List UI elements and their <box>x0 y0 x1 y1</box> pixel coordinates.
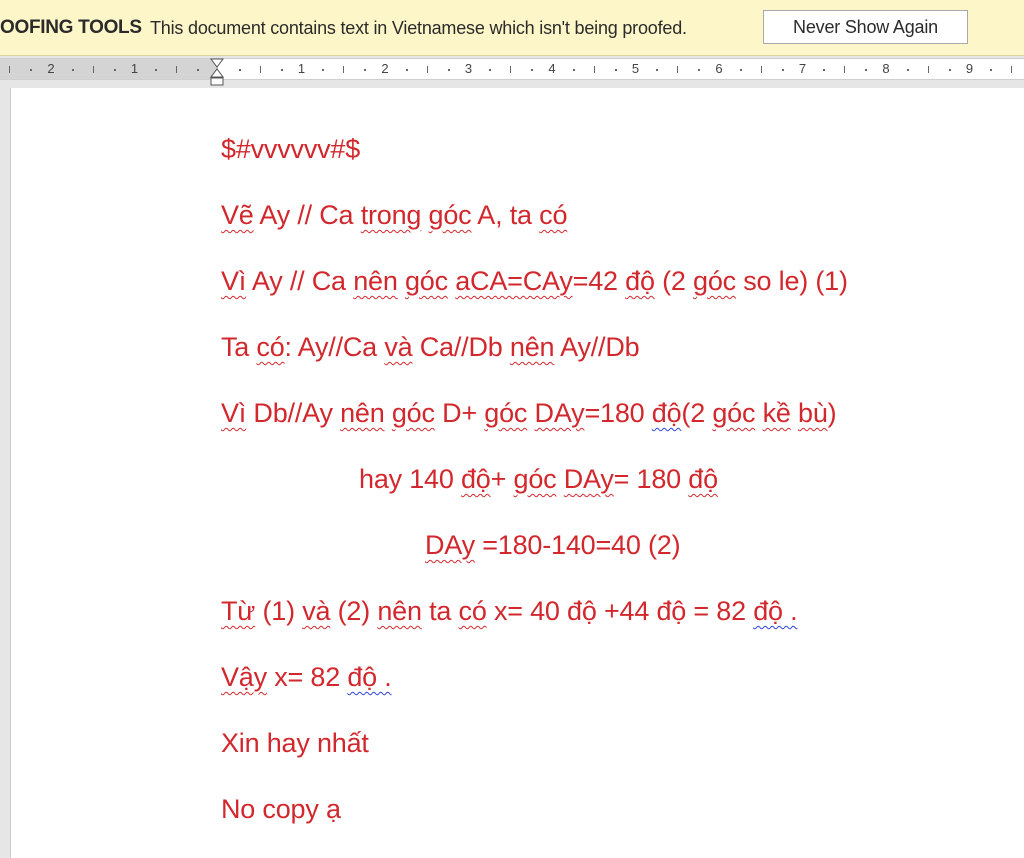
spell-flagged-word: Vẽ <box>221 200 254 230</box>
ruler-number: 4 <box>548 61 556 76</box>
ruler-dot <box>531 69 533 71</box>
line-text: =180 <box>584 398 652 428</box>
spell-flagged-word: độ <box>625 266 655 296</box>
line-text: A, ta <box>471 200 540 230</box>
spell-flagged-word: có <box>458 596 487 626</box>
spell-flagged-word: nên <box>377 596 422 626</box>
ruler-tick <box>260 66 261 73</box>
spell-flagged-word: DAy <box>563 464 614 494</box>
ruler-left-margin <box>0 59 218 79</box>
line-text: Ca//Db <box>412 332 510 362</box>
ruler-dot <box>782 69 784 71</box>
ruler-dot <box>448 69 450 71</box>
ruler-dot <box>615 69 617 71</box>
ruler-dot <box>155 69 157 71</box>
line-text <box>791 398 798 428</box>
line-text <box>398 266 405 296</box>
ruler-tick <box>9 66 10 73</box>
ruler-tick <box>677 66 678 73</box>
line-text: : Ay//Ca <box>284 332 385 362</box>
document-page[interactable] <box>10 88 1024 858</box>
spell-flagged-word: nên <box>340 398 385 428</box>
spell-flagged-word: góc <box>693 266 736 296</box>
spell-flagged-word: có <box>539 200 568 230</box>
spell-flagged-word: DAy <box>534 398 585 428</box>
line-text: ) <box>827 398 837 428</box>
spell-flagged-word: góc <box>484 398 528 428</box>
ruler-number: 9 <box>965 61 974 76</box>
ruler-dot <box>489 69 491 71</box>
ruler-dot <box>865 69 867 71</box>
ruler-dot <box>322 69 324 71</box>
ruler-dot <box>740 69 742 71</box>
ruler-dot <box>114 69 116 71</box>
document-line <box>221 398 836 429</box>
line-text: =180-140=40 (2) <box>474 530 681 560</box>
ruler-number: 1 <box>130 61 139 76</box>
document-line <box>221 728 369 759</box>
ruler-dot <box>698 69 700 71</box>
line-text: Ay // Ca <box>253 200 361 230</box>
line-text <box>755 398 762 428</box>
line-text <box>421 200 428 230</box>
line-text: x= 82 <box>266 662 348 692</box>
spell-flagged-word: aCA=CAy <box>455 266 573 296</box>
spell-flagged-word: Vì <box>221 266 247 296</box>
spell-flagged-word: và <box>302 596 331 626</box>
ruler-dot <box>281 69 283 71</box>
spell-flagged-word: góc <box>712 398 756 428</box>
line-text: (2 <box>681 398 713 428</box>
horizontal-ruler-area <box>0 56 1024 88</box>
ruler-number: 5 <box>631 61 640 76</box>
document-line <box>221 200 567 231</box>
ruler-dot <box>30 69 32 71</box>
line-text: hay 140 <box>359 464 461 494</box>
ruler-tick <box>427 66 428 73</box>
spell-flagged-word: có <box>256 332 285 362</box>
document-line <box>221 662 392 693</box>
ruler-tick <box>93 66 94 73</box>
spell-flagged-word: nên <box>509 332 555 362</box>
proofing-message-bar <box>0 0 1024 56</box>
line-text: x= 40 độ +44 độ = 82 <box>486 596 754 626</box>
line-text: Ta <box>221 332 257 362</box>
ruler-number: 8 <box>882 61 890 76</box>
spell-flagged-word: kề <box>762 398 791 428</box>
ruler-dot <box>573 69 575 71</box>
ruler-tick <box>176 66 177 73</box>
document-line <box>359 464 718 495</box>
ruler-number: 6 <box>715 61 723 76</box>
ruler-dot <box>990 69 992 71</box>
line-text: (2) <box>330 596 378 626</box>
spell-flagged-word: Từ <box>221 596 256 626</box>
spell-flagged-word: góc <box>428 200 472 230</box>
ruler-tick <box>928 66 929 73</box>
spell-flagged-word: độ <box>688 464 718 494</box>
spell-flagged-word: Vậy <box>221 662 267 692</box>
ruler-number: 2 <box>47 61 55 76</box>
horizontal-ruler[interactable] <box>0 58 1024 80</box>
ruler-dot <box>949 69 951 71</box>
spell-flagged-word: bù <box>798 398 828 428</box>
ruler-number: 3 <box>464 61 473 76</box>
ruler-dot <box>197 69 199 71</box>
ruler-tick <box>343 66 344 73</box>
line-text: $#vvvvvv#$ <box>221 134 361 164</box>
line-text <box>556 464 563 494</box>
ruler-dot <box>823 69 825 71</box>
ruler-dot <box>239 69 241 71</box>
ruler-dot <box>907 69 909 71</box>
ruler-dot <box>72 69 74 71</box>
spell-flagged-word: độ . <box>753 596 798 626</box>
spell-flagged-word: độ . <box>347 662 392 692</box>
ruler-tick <box>761 66 762 73</box>
ruler-tick <box>510 66 511 73</box>
ruler-number: 2 <box>381 61 389 76</box>
message-bar-text: This document contains text in Vietnamese which isn't being proofed. <box>150 18 687 38</box>
document-line <box>221 134 360 165</box>
ruler-tick <box>594 66 595 73</box>
ruler-number: 7 <box>798 61 807 76</box>
document-line <box>221 794 341 825</box>
line-text: Ay//Db <box>554 332 640 362</box>
line-text: = 180 <box>613 464 689 494</box>
ruler-dot <box>364 69 366 71</box>
ruler-tick <box>844 66 845 73</box>
spell-flagged-word: và <box>384 332 413 362</box>
ruler-dot <box>406 69 408 71</box>
spell-flagged-word: độ <box>460 464 491 494</box>
line-text: + <box>490 464 514 494</box>
indent-marker-icon[interactable] <box>210 56 224 86</box>
line-text: (2 <box>654 266 693 296</box>
line-text: Xin hay nhất <box>221 728 369 758</box>
line-text: Ay // Ca <box>246 266 354 296</box>
message-bar-title: OOFING TOOLS <box>0 17 142 38</box>
line-text: so le) (1) <box>735 266 848 296</box>
document-line <box>221 332 639 363</box>
document-line <box>425 530 680 561</box>
line-text: (1) <box>255 596 303 626</box>
spell-flagged-word: góc <box>513 464 557 494</box>
line-text: Db//Ay <box>246 398 341 428</box>
spell-flagged-word: độ <box>651 398 682 428</box>
spell-flagged-word: DAy <box>425 530 475 560</box>
spell-flagged-word: góc <box>404 266 448 296</box>
document-area <box>0 88 1024 858</box>
line-text <box>385 398 392 428</box>
ruler-tick <box>1011 66 1012 73</box>
line-text: D+ <box>434 398 485 428</box>
never-show-again-button[interactable]: Never Show Again <box>763 10 968 44</box>
ruler-number: 1 <box>297 61 306 76</box>
line-text: =42 <box>572 266 626 296</box>
line-text: ta <box>421 596 459 626</box>
spell-flagged-word: trong <box>360 200 422 230</box>
document-line <box>221 596 797 627</box>
line-text: No copy ạ <box>221 794 341 824</box>
spell-flagged-word: góc <box>391 398 435 428</box>
spell-flagged-word: nên <box>353 266 398 296</box>
spell-flagged-word: Vì <box>221 398 247 428</box>
line-text <box>527 398 534 428</box>
document-line <box>221 266 848 297</box>
ruler-dot <box>656 69 658 71</box>
